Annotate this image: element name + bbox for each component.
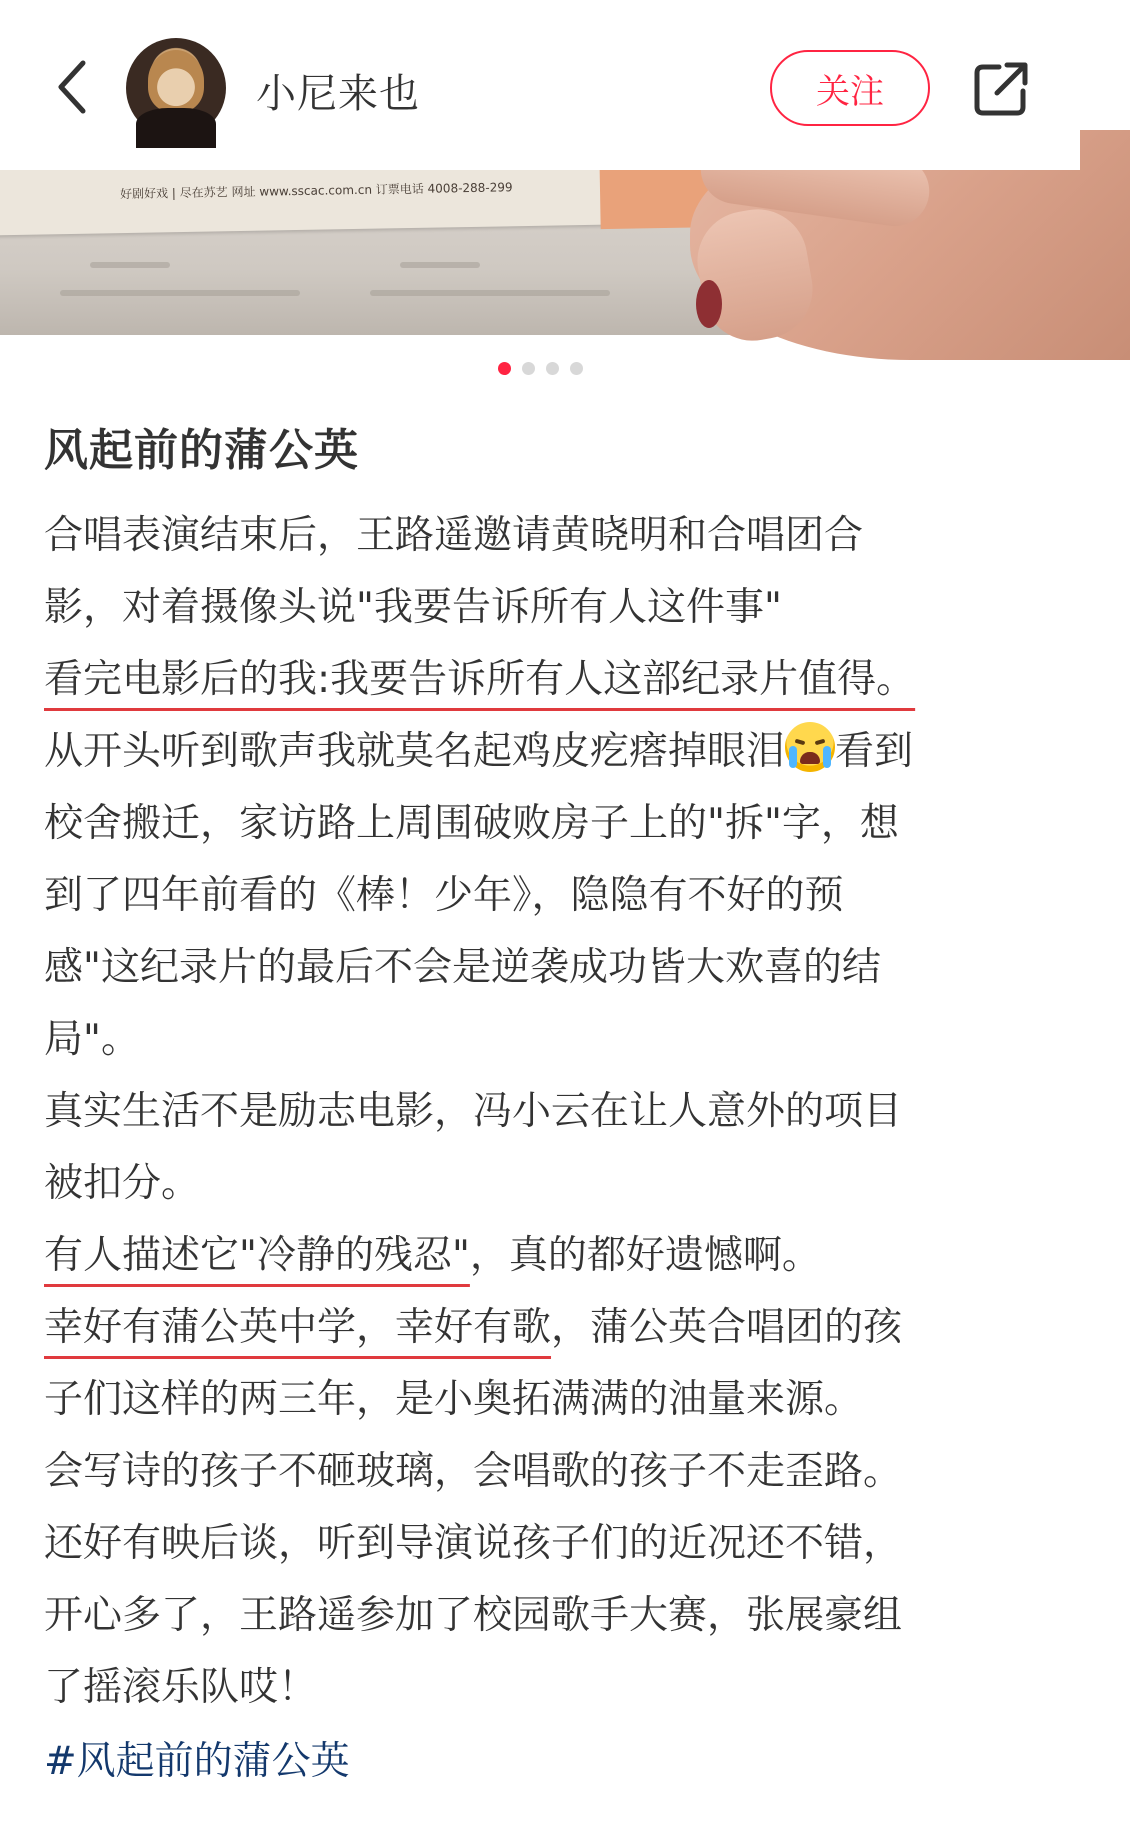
text-line: 局"。	[44, 1017, 140, 1062]
text-line: 影，对着摄像头说"我要告诉所有人这件事"	[44, 585, 782, 630]
text-line: 合唱表演结束后，王路遥邀请黄晓明和合唱团合	[44, 513, 864, 558]
text-line: 真实生活不是励志电影，冯小云在让人意外的项目	[44, 1089, 903, 1134]
post-content	[44, 500, 1044, 1798]
carousel-indicator	[0, 362, 1080, 375]
follow-button[interactable]: 关注	[770, 50, 930, 126]
share-button[interactable]	[966, 54, 1036, 124]
share-icon	[971, 59, 1031, 119]
text-line: 感"这纪录片的最后不会是逆袭成功皆大欢喜的结	[44, 945, 881, 990]
carousel-dot[interactable]	[546, 362, 559, 375]
text-line: 到了四年前看的《棒！少年》，隐隐有不好的预	[44, 873, 844, 918]
hashtag-link[interactable]: #风起前的蒲公英	[44, 1739, 350, 1784]
carousel-dot[interactable]	[522, 362, 535, 375]
carousel-dot[interactable]	[570, 362, 583, 375]
author-name[interactable]: 小尼来也	[256, 71, 420, 117]
text-line: 校舍搬迁，家访路上周围破败房子上的"拆"字，想	[44, 801, 899, 846]
underlined-text: 看完电影后的我:我要告诉所有人这部纪录片值得。	[44, 657, 916, 702]
text-line: 开心多了，王路遥参加了校园歌手大赛，张展豪组	[44, 1593, 903, 1638]
back-button[interactable]	[40, 50, 104, 124]
text-line: 有人描述它"冷静的残忍"，真的都好遗憾啊。	[44, 1233, 821, 1278]
top-navigation-bar	[0, 0, 1080, 170]
ticket-text: 好剧好戏 | 尽在苏艺 网址 www.sscac.com.cn 订票电话 4008-288-299	[119, 180, 513, 202]
text-line: 子们这样的两三年，是小奥拓满满的油量来源。	[44, 1377, 864, 1422]
post-title: 风起前的蒲公英	[44, 425, 359, 476]
chevron-left-icon	[55, 59, 89, 115]
text-line: 被扣分。	[44, 1161, 201, 1206]
text-line	[44, 644, 1044, 716]
post-image[interactable]	[0, 170, 1080, 335]
underlined-text: 幸好有蒲公英中学，幸好有歌	[44, 1305, 552, 1350]
carousel-dot[interactable]	[498, 362, 511, 375]
text-line: 会写诗的孩子不砸玻璃，会唱歌的孩子不走歪路。	[44, 1449, 903, 1494]
text-line: 幸好有蒲公英中学，幸好有歌，蒲公英合唱团的孩	[44, 1305, 903, 1350]
text-line: 还好有映后谈，听到导演说孩子们的近况还不错，	[44, 1521, 903, 1566]
underlined-text: 有人描述它"冷静的残忍"	[44, 1233, 470, 1278]
text-line: 从开头听到歌声我就莫名起鸡皮疙瘩掉眼泪 看到	[44, 716, 1044, 788]
avatar[interactable]	[126, 38, 226, 138]
loudly-crying-face-icon	[785, 722, 835, 772]
text-line: 了摇滚乐队哎！	[44, 1665, 318, 1710]
